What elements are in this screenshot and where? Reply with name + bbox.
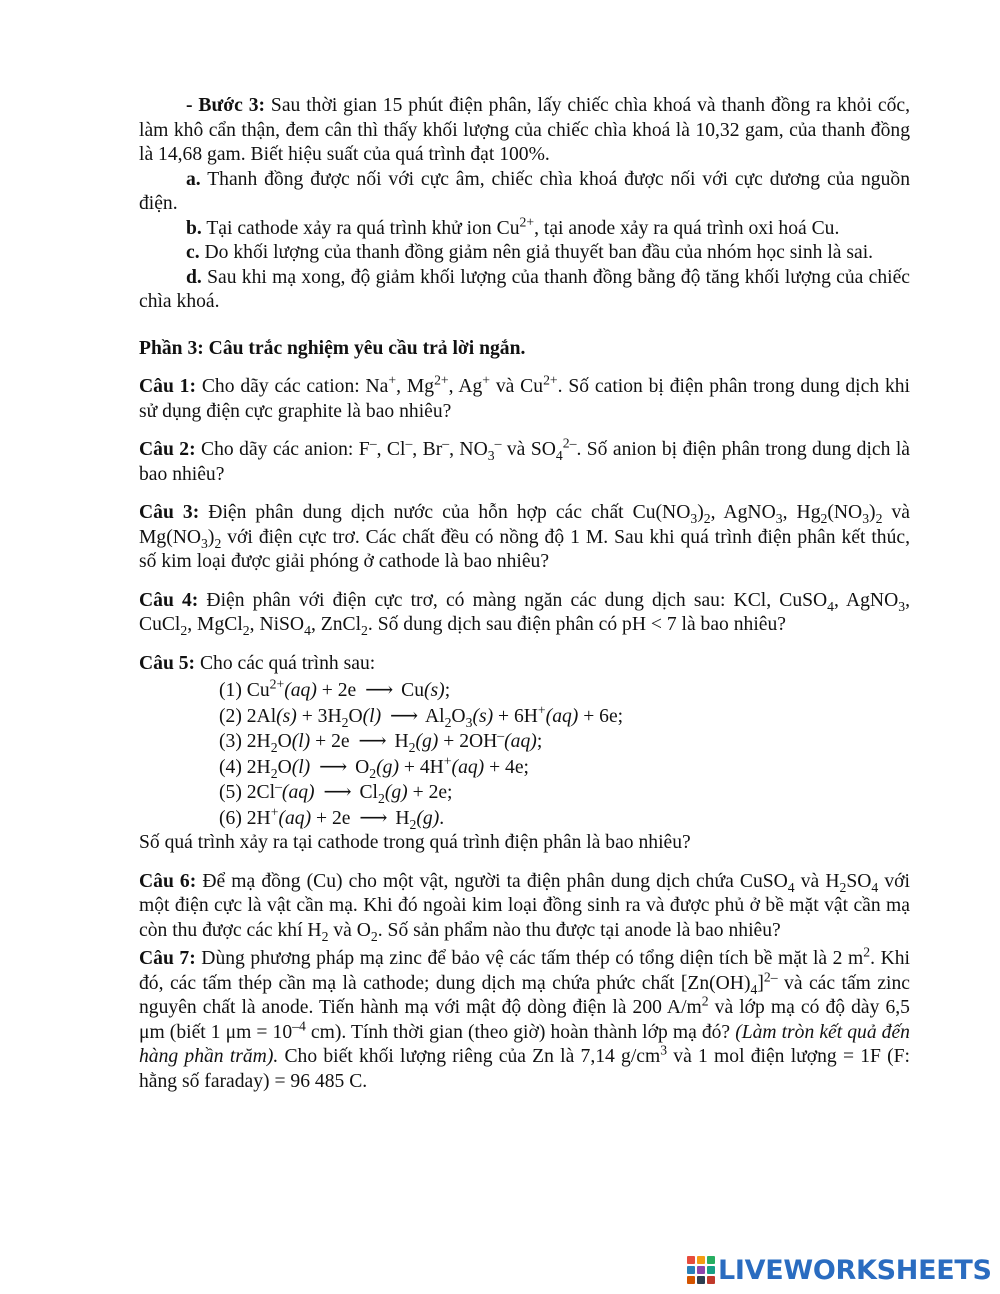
logo-mark-square [697,1266,705,1274]
question-4: Câu 4: Điện phân với điện cực trơ, có màng ngăn các dung dịch sau: KCl, CuSO$_4$, AgNO$_3$, CuCl$_2$, MgCl$_2$, NiSO$_4$, ZnCl$_2$. Số dung dịch sau điện phân có pH < 7 là bao nhiêu? [139,589,910,638]
process-1: (1) $Cu^{2+}(aq) + 2e$ ⟶ Cu(s); [219,678,910,704]
logo-mark-square [707,1276,715,1284]
question-2: Câu 2: Cho dãy các anion: F–, Cl–, Br–, $NO_3^-$ và $SO_4^{2-}$. Số anion bị điện phân trong dung dịch là bao nhiêu? [139,435,910,485]
logo-mark-square [697,1276,705,1284]
question-3: Câu 3: Điện phân dung dịch nước của hỗn hợp các chất $Cu(NO_3)_2$, AgNO$_3$, $Hg_2(NO_3)_2$ và $Mg(NO_3)_2$ với điện cực trơ. Các chất đều có nồng độ 1 M. Sau khi quá trình điện phân kết thúc, số kim loại được giải phóng ở cathode là bao nhiêu? [139,502,910,572]
reaction-arrow-icon: ⟶ [359,807,385,829]
process-4: (4) $2H_2O(l)$ ⟶ $O_2(g) + 4H^+(aq) + 4e$; [219,752,529,781]
question-1: Câu 1: Cho dãy các cation: Na+, $Mg^{2+}$, Ag+ và $Cu^{2+}$. Số cation bị điện phân trong dung dịch khi sử dụng điện cực graphite là bao nhiêu? [139,372,910,422]
logo-mark-square [687,1256,695,1264]
process-3: (3) $2H_2O(l) + 2e$ ⟶ $H_2(g) + 2OH^-(aq)$; [219,727,543,755]
step-3-paragraph: - Bước 3: Sau thời gian 15 phút điện phân, lấy chiếc chìa khoá và thanh đồng ra khỏi cốc, làm khô cẩn thận, đem cân thì thấy khối lượng của chiếc chìa khoá là 10,32 gam, của thanh đồng là 14,68 gam. Biết hiệu suất của quá trình đạt 100%. [139,95,910,165]
logo-mark-square [687,1276,695,1284]
process-6: (6) 2H+(aq) + 2e ⟶ $H_2(g)$. [219,803,445,832]
statement-c: c. Do khối lượng của thanh đồng giảm nên giả thuyết ban đầu của nhóm học sinh là sai. [186,242,874,263]
statement-a: a. Thanh đồng được nối với cực âm, chiếc chìa khoá được nối với cực dương của nguồn điện. [139,168,910,214]
logo-mark-square [707,1256,715,1264]
process-5: (5) 2Cl–(aq) ⟶ $Cl_2(g) + 2e$; [219,778,453,806]
question-5: Câu 5: Cho các quá trình sau: [139,652,376,674]
liveworksheets-logo-icon [687,1256,715,1284]
reaction-arrow-icon: ⟶ [390,705,416,727]
reaction-arrow-icon: ⟶ [358,731,384,752]
process-list [139,678,910,831]
reaction-arrow-icon: ⟶ [319,756,345,778]
logo-mark-square [687,1266,695,1274]
worksheet-page [139,94,910,1094]
liveworksheets-logo[interactable] [687,1253,992,1287]
reaction-arrow-icon: ⟶ [365,680,391,701]
process-2: (2) $2Al(s) + 3H_2O(l)$ ⟶ $Al_2O_3(s) + 6H^+(aq) + 6e$; [219,701,624,730]
statement-b: b. Tại cathode xảy ra quá trình khử ion $Cu^{2+}$, tại anode xảy ra quá trình oxi hoá Cu. [186,213,840,239]
reaction-arrow-icon: ⟶ [323,782,349,803]
statement-d: d. Sau khi mạ xong, độ giảm khối lượng của thanh đồng bằng độ tăng khối lượng của chiếc chìa khoá. [139,266,910,312]
question-6: Câu 6: Để mạ đồng (Cu) cho một vật, người ta điện phân dung dịch chứa CuSO$_4$ và $H_2SO_4$ với một điện cực là vật cần mạ. Khi đó ngoài kim loại đồng sinh ra và được phủ ở bề mặt vật cần mạ còn thu được các khí $H_2$ và $O_2$. Số sản phẩm nào thu được tại anode là bao nhiêu? [139,870,910,944]
question-5-prompt: Số quá trình xảy ra tại cathode trong quá trình điện phân là bao nhiêu? [139,832,691,853]
logo-mark-square [697,1256,705,1264]
section-title: Phần 3: Câu trắc nghiệm yêu cầu trả lời ngắn. [139,337,526,359]
question-7: Câu 7: Dùng phương pháp mạ zinc để bảo vệ các tấm thép có tổng diện tích bề mặt là 2 $m^2$. Khi đó, các tấm thép cần mạ là cathode; dung dịch mạ chứa phức chất $[Zn(OH)_4]^{2-}$ và các tấm zinc nguyên chất là anode. Tiến hành mạ với mật độ dòng điện là 200 $A/m^2$ và lớp mạ có độ dày 6,5 μm (biết 1 $\mu m = 10^{-4}$ cm). Tính thời gian (theo giờ) hoàn thành lớp mạ đó? (Làm tròn kết quả đến hàng phần trăm). Cho biết khối lượng riêng của Zn là 7,14 $g/cm^3$ và 1 mol điện lượng = 1F (F: hằng số faraday) = 96 485 C. [139,944,910,1092]
liveworksheets-wordmark: LIVEWORKSHEETS [718,1254,992,1286]
logo-mark-square [707,1266,715,1274]
